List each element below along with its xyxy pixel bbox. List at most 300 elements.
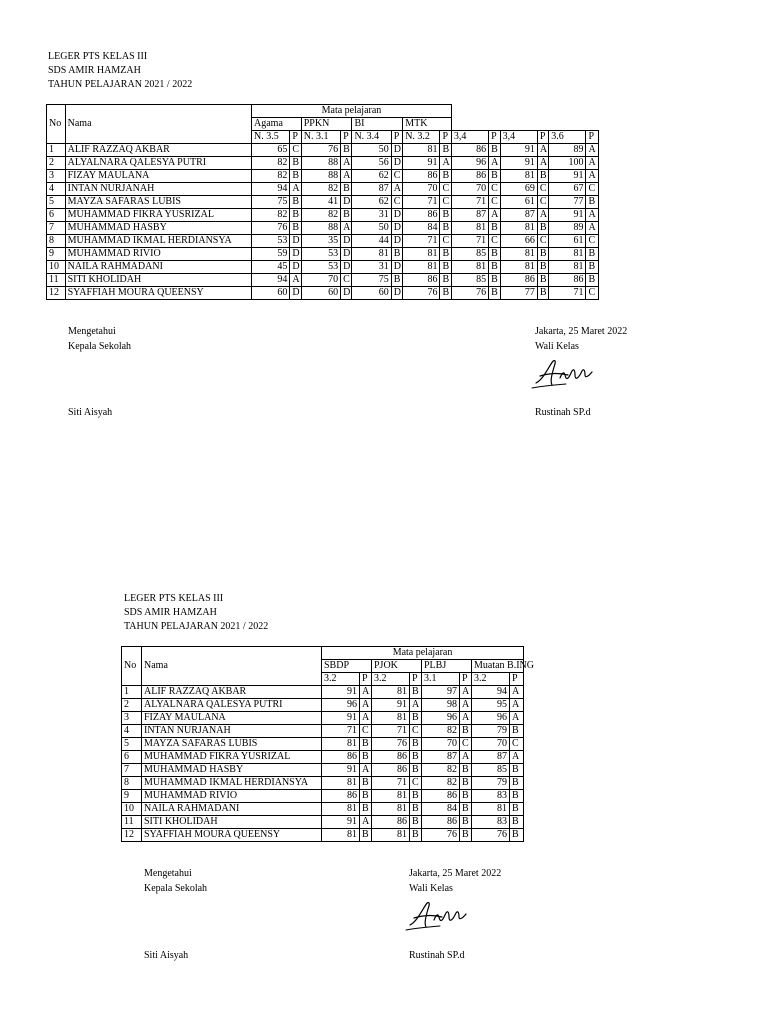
score-cell: 91 (372, 699, 410, 712)
student-name: MAYZA SAFARAS LUBIS (65, 196, 251, 209)
predicate-cell: D (341, 248, 352, 261)
score-cell: 71 (372, 777, 410, 790)
document-title-2: LEGER PTS KELAS III (124, 593, 224, 604)
row-number: 9 (47, 248, 66, 261)
table-row (47, 248, 599, 261)
score-cell: 31 (352, 209, 391, 222)
student-name: SITI KHOLIDAH (65, 274, 251, 287)
score-cell: 50 (352, 222, 391, 235)
score-cell: 100 (549, 157, 586, 170)
predicate-cell: B (341, 144, 352, 157)
score-cell: 86 (403, 209, 440, 222)
header-nama-top (142, 647, 322, 660)
predicate-cell: B (460, 803, 472, 816)
predicate-cell: B (537, 222, 548, 235)
student-name: FIZAY MAULANA (142, 712, 322, 725)
score-cell: 86 (422, 790, 460, 803)
predicate-cell: A (537, 157, 548, 170)
predicate-cell: B (410, 829, 422, 842)
teacher-name: Rustinah SP.d (535, 407, 591, 418)
score-cell: 85 (451, 274, 488, 287)
score-cell: 70 (403, 183, 440, 196)
row-number: 3 (122, 712, 142, 725)
predicate-cell: C (440, 235, 451, 248)
predicate-cell: D (290, 287, 301, 300)
score-cell: 88 (301, 157, 340, 170)
header-nama-top (65, 105, 251, 118)
score-cell: 86 (451, 144, 488, 157)
signature-image-2 (406, 898, 488, 934)
predicate-cell: C (391, 196, 402, 209)
predicate-cell: B (460, 816, 472, 829)
row-number: 1 (122, 686, 142, 699)
predicate-cell: A (489, 209, 500, 222)
header-subcol: 3.6 (549, 131, 586, 144)
score-cell: 94 (472, 686, 510, 699)
score-cell: 81 (322, 738, 360, 751)
predicate-cell: D (341, 261, 352, 274)
score-cell: 82 (252, 157, 290, 170)
predicate-cell: C (391, 170, 402, 183)
score-cell: 89 (549, 222, 586, 235)
predicate-cell: B (489, 170, 500, 183)
score-cell: 70 (422, 738, 460, 751)
predicate-cell: C (489, 196, 500, 209)
score-cell: 76 (422, 829, 460, 842)
score-cell: 91 (322, 686, 360, 699)
row-number: 11 (122, 816, 142, 829)
predicate-cell: B (586, 248, 599, 261)
score-cell: 81 (451, 222, 488, 235)
score-cell: 81 (403, 261, 440, 274)
student-name: MUHAMMAD HASBY (142, 764, 322, 777)
student-name: MAYZA SAFARAS LUBIS (142, 738, 322, 751)
table-row (47, 196, 599, 209)
student-name: NAILA RAHMADANI (142, 803, 322, 816)
score-cell: 81 (372, 712, 410, 725)
predicate-cell: A (460, 686, 472, 699)
predicate-cell: B (410, 738, 422, 751)
score-cell: 87 (352, 183, 391, 196)
header-subjects-group: Mata pelajaran (252, 105, 452, 118)
score-cell: 65 (252, 144, 290, 157)
row-number: 5 (122, 738, 142, 751)
predicate-cell: B (510, 764, 524, 777)
predicate-cell: A (360, 816, 372, 829)
predicate-cell: B (410, 790, 422, 803)
predicate-cell: A (410, 699, 422, 712)
header-subject: Muatan B.ING (472, 660, 524, 673)
score-cell: 91 (403, 157, 440, 170)
predicate-cell: D (391, 222, 402, 235)
table-row (122, 803, 524, 816)
table-row (47, 274, 599, 287)
score-cell: 60 (301, 287, 340, 300)
predicate-cell: B (360, 738, 372, 751)
predicate-cell: B (410, 803, 422, 816)
score-cell: 81 (352, 248, 391, 261)
document-title: LEGER PTS KELAS III (48, 51, 148, 62)
predicate-cell: D (391, 209, 402, 222)
score-cell: 79 (472, 777, 510, 790)
table-row (47, 183, 599, 196)
predicate-cell: B (489, 144, 500, 157)
predicate-cell: B (489, 248, 500, 261)
score-cell: 95 (472, 699, 510, 712)
header-subcol: P (360, 673, 372, 686)
predicate-cell: C (410, 725, 422, 738)
score-cell: 86 (422, 816, 460, 829)
predicate-cell: B (440, 170, 451, 183)
predicate-cell: A (537, 144, 548, 157)
predicate-cell: B (410, 686, 422, 699)
table-row (122, 699, 524, 712)
student-name: MUHAMMAD FIKRA YUSRIZAL (65, 209, 251, 222)
table-row (47, 287, 599, 300)
score-cell: 81 (372, 790, 410, 803)
header-subject: BI (352, 118, 403, 131)
student-name: MUHAMMAD RIVIO (65, 248, 251, 261)
predicate-cell: A (586, 170, 599, 183)
score-cell: 81 (500, 222, 537, 235)
table-row (122, 725, 524, 738)
score-cell: 82 (422, 725, 460, 738)
predicate-cell: C (290, 144, 301, 157)
predicate-cell: B (410, 764, 422, 777)
student-name: SYAFFIAH MOURA QUEENSY (65, 287, 251, 300)
predicate-cell: B (537, 287, 548, 300)
predicate-cell: D (391, 261, 402, 274)
predicate-cell: C (537, 196, 548, 209)
predicate-cell: B (290, 209, 301, 222)
score-cell: 71 (451, 235, 488, 248)
predicate-cell: C (586, 235, 599, 248)
predicate-cell: C (510, 738, 524, 751)
grades-table-1 (46, 104, 599, 300)
student-name: INTAN NURJANAH (142, 725, 322, 738)
predicate-cell: D (391, 144, 402, 157)
predicate-cell: A (360, 764, 372, 777)
header-subcol: 3,4 (451, 131, 488, 144)
header-nama-label: Nama (65, 118, 251, 131)
score-cell: 91 (322, 712, 360, 725)
known-by-label-2: Mengetahui (144, 868, 192, 879)
academic-year: TAHUN PELAJARAN 2021 / 2022 (48, 79, 193, 90)
predicate-cell: C (440, 183, 451, 196)
score-cell: 81 (500, 170, 537, 183)
score-cell: 82 (301, 209, 340, 222)
table-row (122, 777, 524, 790)
predicate-cell: B (440, 209, 451, 222)
predicate-cell: C (460, 738, 472, 751)
predicate-cell: B (391, 248, 402, 261)
score-cell: 59 (252, 248, 290, 261)
predicate-cell: C (360, 725, 372, 738)
score-cell: 77 (500, 287, 537, 300)
school-name: SDS AMIR HAMZAH (48, 65, 141, 76)
predicate-cell: D (290, 235, 301, 248)
principal-name: Siti Aisyah (68, 407, 113, 418)
header-subcol: N. 3.2 (403, 131, 440, 144)
score-cell: 84 (422, 803, 460, 816)
predicate-cell: B (510, 803, 524, 816)
predicate-cell: A (360, 686, 372, 699)
score-cell: 71 (549, 287, 586, 300)
predicate-cell: A (360, 699, 372, 712)
score-cell: 81 (322, 777, 360, 790)
predicate-cell: B (537, 248, 548, 261)
score-cell: 96 (472, 712, 510, 725)
predicate-cell: A (440, 157, 451, 170)
predicate-cell: B (489, 222, 500, 235)
table-header-row (122, 660, 524, 673)
row-number: 9 (122, 790, 142, 803)
score-cell: 87 (451, 209, 488, 222)
score-cell: 62 (352, 196, 391, 209)
score-cell: 76 (372, 738, 410, 751)
table-row (47, 235, 599, 248)
predicate-cell: B (410, 712, 422, 725)
predicate-cell: A (341, 222, 352, 235)
predicate-cell: B (510, 777, 524, 790)
teacher-name-2: Rustinah SP.d (409, 950, 465, 961)
header-subcol: 3,4 (500, 131, 537, 144)
predicate-cell: C (537, 235, 548, 248)
row-number: 3 (47, 170, 66, 183)
predicate-cell: B (460, 725, 472, 738)
predicate-cell: B (586, 196, 599, 209)
score-cell: 97 (422, 686, 460, 699)
score-cell: 91 (500, 157, 537, 170)
score-cell: 81 (500, 248, 537, 261)
predicate-cell: B (460, 790, 472, 803)
predicate-cell: B (341, 183, 352, 196)
score-cell: 86 (322, 790, 360, 803)
row-number: 7 (47, 222, 66, 235)
header-subcol: P (440, 131, 451, 144)
predicate-cell: B (440, 248, 451, 261)
predicate-cell: A (510, 712, 524, 725)
score-cell: 31 (352, 261, 391, 274)
predicate-cell: B (440, 144, 451, 157)
header-no-empty (122, 673, 142, 686)
predicate-cell: C (341, 274, 352, 287)
score-cell: 81 (403, 248, 440, 261)
predicate-cell: C (586, 287, 599, 300)
principal-label-2: Kepala Sekolah (144, 883, 208, 894)
student-name: NAILA RAHMADANI (65, 261, 251, 274)
score-cell: 71 (451, 196, 488, 209)
table-header-row (47, 118, 599, 131)
predicate-cell: A (489, 157, 500, 170)
homeroom-label: Wali Kelas (535, 341, 579, 352)
row-number: 5 (47, 196, 66, 209)
score-cell: 71 (372, 725, 410, 738)
place-date-2: Jakarta, 25 Maret 2022 (409, 868, 502, 879)
score-cell: 66 (500, 235, 537, 248)
student-name: ALYALNARA QALESYA PUTRI (65, 157, 251, 170)
predicate-cell: A (460, 712, 472, 725)
predicate-cell: A (391, 183, 402, 196)
predicate-cell: A (510, 751, 524, 764)
predicate-cell: A (290, 274, 301, 287)
row-number: 6 (47, 209, 66, 222)
predicate-cell: B (537, 274, 548, 287)
predicate-cell: B (290, 170, 301, 183)
grades-table-2 (121, 646, 534, 842)
principal-label: Kepala Sekolah (68, 341, 132, 352)
header-subcol: N. 3.4 (352, 131, 391, 144)
score-cell: 76 (451, 287, 488, 300)
score-cell: 94 (252, 274, 290, 287)
predicate-cell: A (586, 209, 599, 222)
header-subcol: P (510, 673, 524, 686)
predicate-cell: B (586, 261, 599, 274)
predicate-cell: B (510, 790, 524, 803)
row-number: 4 (122, 725, 142, 738)
table-header-row (47, 105, 599, 118)
score-cell: 82 (422, 764, 460, 777)
predicate-cell: B (290, 196, 301, 209)
predicate-cell: B (440, 222, 451, 235)
predicate-cell: A (341, 170, 352, 183)
predicate-cell: D (341, 196, 352, 209)
predicate-cell: D (341, 235, 352, 248)
row-number: 7 (122, 764, 142, 777)
student-name: FIZAY MAULANA (65, 170, 251, 183)
score-cell: 87 (472, 751, 510, 764)
score-cell: 86 (372, 751, 410, 764)
footer-right-1 (535, 324, 627, 354)
predicate-cell: A (510, 699, 524, 712)
predicate-cell: B (360, 751, 372, 764)
table-header-row (122, 647, 524, 660)
predicate-cell: B (489, 287, 500, 300)
score-cell: 81 (403, 144, 440, 157)
table-row (47, 261, 599, 274)
predicate-cell: B (360, 803, 372, 816)
header-no (122, 647, 142, 660)
score-cell: 45 (252, 261, 290, 274)
student-name: MUHAMMAD IKMAL HERDIANSYA (65, 235, 251, 248)
score-cell: 56 (352, 157, 391, 170)
table-row (122, 686, 524, 699)
student-name: MUHAMMAD FIKRA YUSRIZAL (142, 751, 322, 764)
table-row (122, 712, 524, 725)
score-cell: 81 (472, 803, 510, 816)
predicate-cell: B (510, 725, 524, 738)
score-cell: 81 (451, 261, 488, 274)
predicate-cell: B (460, 829, 472, 842)
score-cell: 96 (322, 699, 360, 712)
score-cell: 76 (403, 287, 440, 300)
score-cell: 81 (372, 686, 410, 699)
predicate-cell: A (360, 712, 372, 725)
header-subcol: 3.2 (372, 673, 410, 686)
predicate-cell: B (489, 274, 500, 287)
student-name: SITI KHOLIDAH (142, 816, 322, 829)
score-cell: 91 (549, 209, 586, 222)
predicate-cell: A (586, 144, 599, 157)
predicate-cell: D (391, 235, 402, 248)
academic-year-2: TAHUN PELAJARAN 2021 / 2022 (124, 621, 269, 632)
score-cell: 89 (549, 144, 586, 157)
score-cell: 98 (422, 699, 460, 712)
row-number: 11 (47, 274, 66, 287)
score-cell: 85 (451, 248, 488, 261)
predicate-cell: B (586, 274, 599, 287)
document-header (48, 50, 192, 92)
score-cell: 85 (472, 764, 510, 777)
predicate-cell: A (341, 157, 352, 170)
score-cell: 86 (500, 274, 537, 287)
predicate-cell: A (537, 209, 548, 222)
predicate-cell: B (391, 274, 402, 287)
header-subcol: 3.2 (322, 673, 360, 686)
score-cell: 82 (301, 183, 340, 196)
student-name: ALYALNARA QALESYA PUTRI (142, 699, 322, 712)
score-cell: 53 (252, 235, 290, 248)
predicate-cell: A (460, 699, 472, 712)
table-row (122, 764, 524, 777)
row-number: 10 (47, 261, 66, 274)
table-row (47, 144, 599, 157)
footer-left-2 (144, 866, 207, 896)
header-no-label: No (47, 118, 66, 131)
table-row (122, 738, 524, 751)
score-cell: 86 (322, 751, 360, 764)
predicate-cell: A (586, 157, 599, 170)
score-cell: 79 (472, 725, 510, 738)
student-name: MUHAMMAD RIVIO (142, 790, 322, 803)
header-subject: PJOK (372, 660, 422, 673)
score-cell: 53 (301, 248, 340, 261)
student-name: MUHAMMAD HASBY (65, 222, 251, 235)
score-cell: 91 (322, 816, 360, 829)
header-subject: Agama (252, 118, 302, 131)
predicate-cell: A (510, 686, 524, 699)
score-cell: 77 (549, 196, 586, 209)
student-name: MUHAMMAD IKMAL HERDIANSYA (142, 777, 322, 790)
footer-right-2 (409, 866, 501, 896)
table-row (122, 816, 524, 829)
predicate-cell: A (586, 222, 599, 235)
header-subcol: P (341, 131, 352, 144)
predicate-cell: B (510, 816, 524, 829)
score-cell: 71 (403, 196, 440, 209)
score-cell: 50 (352, 144, 391, 157)
predicate-cell: B (440, 274, 451, 287)
header-subcol: 3.2 (472, 673, 510, 686)
score-cell: 82 (252, 170, 290, 183)
score-cell: 61 (500, 196, 537, 209)
header-subcol: P (290, 131, 301, 144)
header-no (47, 105, 66, 118)
score-cell: 70 (451, 183, 488, 196)
header-no-empty (47, 131, 66, 144)
score-cell: 60 (352, 287, 391, 300)
predicate-cell: D (290, 248, 301, 261)
score-cell: 86 (403, 274, 440, 287)
score-cell: 35 (301, 235, 340, 248)
header-nama-empty (142, 673, 322, 686)
score-cell: 70 (472, 738, 510, 751)
student-name: ALIF RAZZAQ AKBAR (142, 686, 322, 699)
header-subject: MTK (403, 118, 452, 131)
predicate-cell: B (537, 261, 548, 274)
predicate-cell: B (410, 816, 422, 829)
place-date: Jakarta, 25 Maret 2022 (535, 326, 628, 337)
